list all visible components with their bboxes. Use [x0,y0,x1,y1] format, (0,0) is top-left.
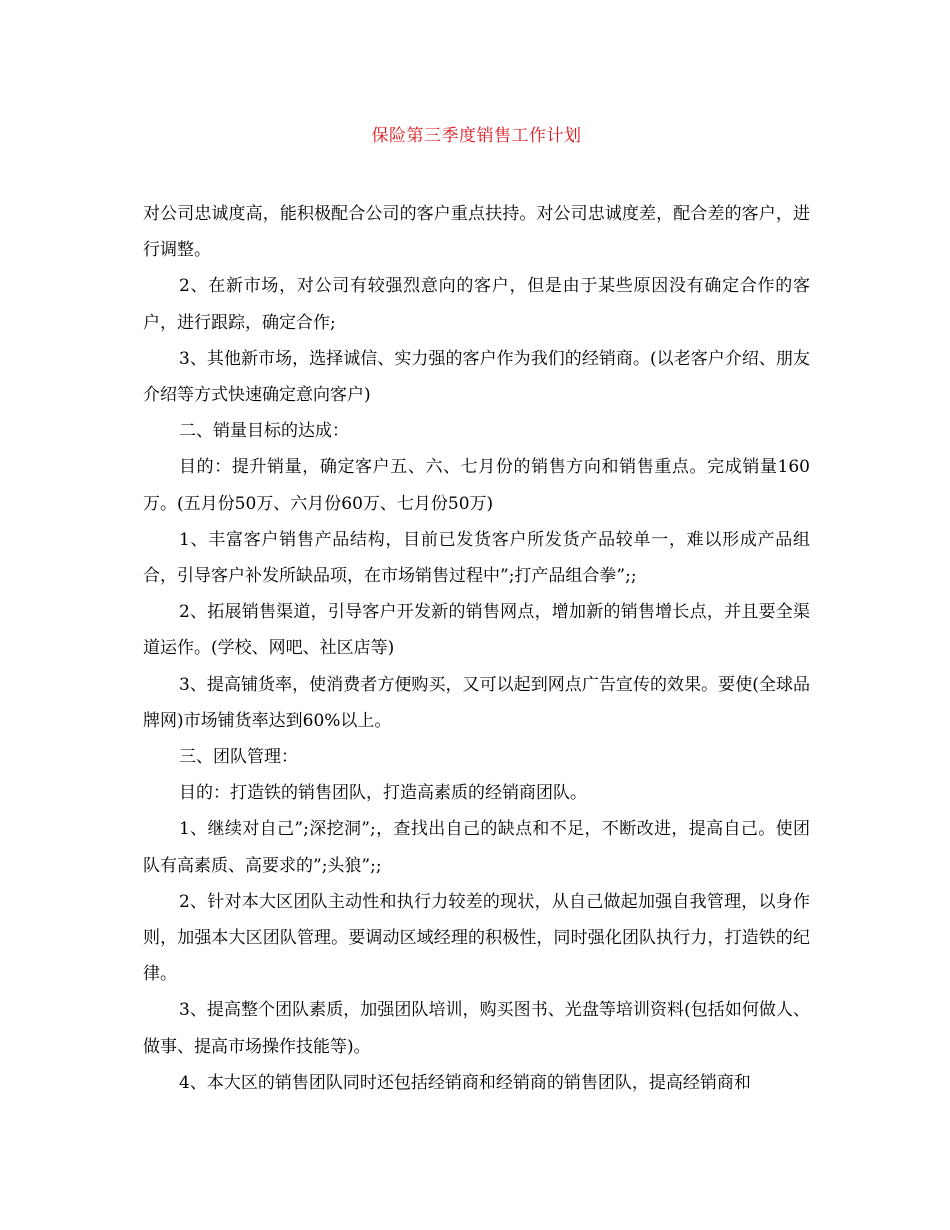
paragraph: 3、其他新市场，选择诚信、实力强的客户作为我们的经销商。(以老客户介绍、朋友介绍等方式快速确定意向客户) [143,348,810,406]
paragraph: 二、销量目标的达成： [179,421,349,442]
paragraph: 1、继续对自己”;深挖洞”;，查找出自己的缺点和不足，不断改进，提高自己。使团队有高素质、高要求的”;头狼”;; [143,819,810,876]
paragraph: 3、提高整个团队素质，加强团队培训，购买图书、光盘等培训资料(包括如何做人、做事、提高市场操作技能等)。 [143,1000,810,1057]
document-title: 保险第三季度销售工作计划 [371,126,582,146]
paragraph: 2、针对本大区团队主动性和执行力较差的现状，从自己做起加强自我管理，以身作则，加强本大区团队管理。要调动区域经理的积极性，同时强化团队执行力，打造铁的纪律。 [143,891,810,985]
paragraph: 对公司忠诚度高，能积极配合公司的客户重点扶持。对公司忠诚度差，配合差的客户，进行调整。 [143,204,810,261]
paragraph: 目的：提升销量，确定客户五、六、七月份的销售方向和销售重点。完成销量160万。(五月份50万、六月份60万、七月份50万) [143,457,810,514]
paragraph: 2、在新市场，对公司有较强烈意向的客户，但是由于某些原因没有确定合作的客户，进行跟踪，确定合作; [143,276,810,333]
paragraph: 3、提高铺货率，使消费者方便购买，又可以起到网点广告宣传的效果。要使(全球品牌网)市场铺货率达到60%以上。 [143,674,810,731]
document-body [143,196,810,1101]
paragraph: 4、本大区的销售团队同时还包括经销商和经销商的销售团队，提高经销商和 [179,1072,751,1093]
paragraph: 2、拓展销售渠道，引导客户开发新的销售网点，增加新的销售增长点，并且要全渠道运作。(学校、网吧、社区店等) [143,602,810,659]
paragraph: 目的：打造铁的销售团队，打造高素质的经销商团队。 [179,783,587,804]
paragraph: 1、丰富客户销售产品结构，目前已发货客户所发货产品较单一，难以形成产品组合，引导客户补发所缺品项，在市场销售过程中”;打产品组合拳”;; [143,529,810,587]
paragraph: 三、团队管理： [179,747,298,768]
